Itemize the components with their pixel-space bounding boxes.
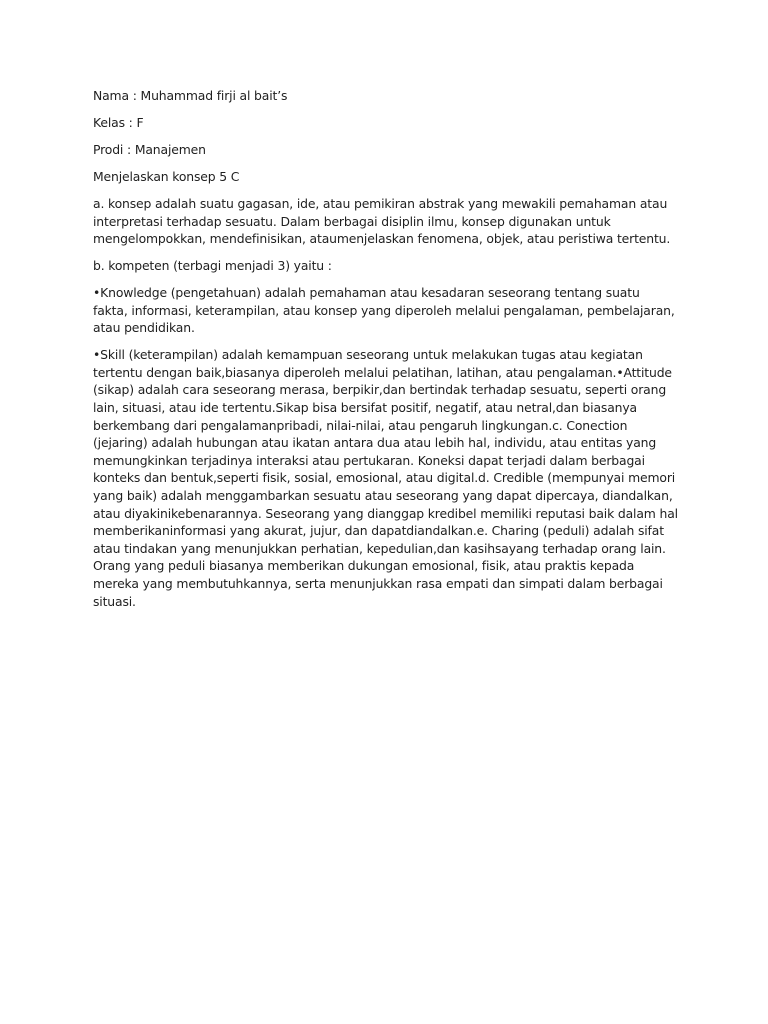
paragraph-concept: a. konsep adalah suatu gagasan, ide, atau pemikiran abstrak yang mewakili pemahaman atau interpretasi terhadap sesuatu. Dalam berbagai disiplin ilmu, konsep digunakan untuk mengelompokkan, mendefinisikan, ataumenjelaskan fenomena, objek, atau peristiwa tertentu. [93,195,671,247]
paragraph-competence: b. kompeten (terbagi menjadi 3) yaitu : [93,258,332,274]
paragraph-skill-attitude-connection-credible-caring: •Skill (keterampilan) adalah kemampuan seseorang untuk melakukan tugas atau kegiatan tertentu dengan baik,biasanya diperoleh melalui pelatihan, latihan, atau pengalaman.•Attitude (sikap) adalah cara seseorang merasa, berpikir,dan bertindak terhadap sesuatu, seperti orang lain, situasi, atau ide tertentu.Sikap bisa bersifat positif, negatif, atau netral,dan biasanya berkembang dari pengalamanpribadi, nilai-nilai, atau pengaruh lingkungan.c. Conection (jejaring) adalah hubungan atau ikatan antara dua atau lebih hal, individu, atau entitas yang memungkinkan terjadinya interaksi atau pertukaran. Koneksi dapat terjadi dalam berbagai konteks dan bentuk,seperti fisik, sosial, emosional, atau digital.d. Credible (mempunyai memori yang baik) adalah menggambarkan sesuatu atau seseorang yang dapat dipercaya, diandalkan, atau diyakinikebenarannya. Seseorang yang dianggap kredibel memiliki reputasi baik dalam hal memberikaninformasi yang akurat, jujur, dan dapatdiandalkan.e. Charing (peduli) adalah sifat atau tindakan yang menunjukkan perhatian, kepedulian,dan kasihsayang terhadap orang lain. Orang yang peduli biasanya memberikan dukungan emosional, fisik, atau praktis kepada mereka yang membutuhkannya, serta menunjukkan rasa empati dan simpati dalam berbagai situasi. [93,347,678,609]
name-line: Nama : Muhammad firji al bait’s [93,88,288,103]
class-line: Kelas : F [93,114,144,130]
paragraph-knowledge: •Knowledge (pengetahuan) adalah pemahaman atau kesadaran seseorang tentang suatu fakta, informasi, keterampilan, atau konsep yang diperoleh melalui pengalaman, pembelajaran, atau pendidikan. [93,285,675,336]
program-line: Prodi : Manajemen [93,141,206,157]
heading: Menjelaskan konsep 5 C [93,168,240,184]
document-body [93,87,678,620]
